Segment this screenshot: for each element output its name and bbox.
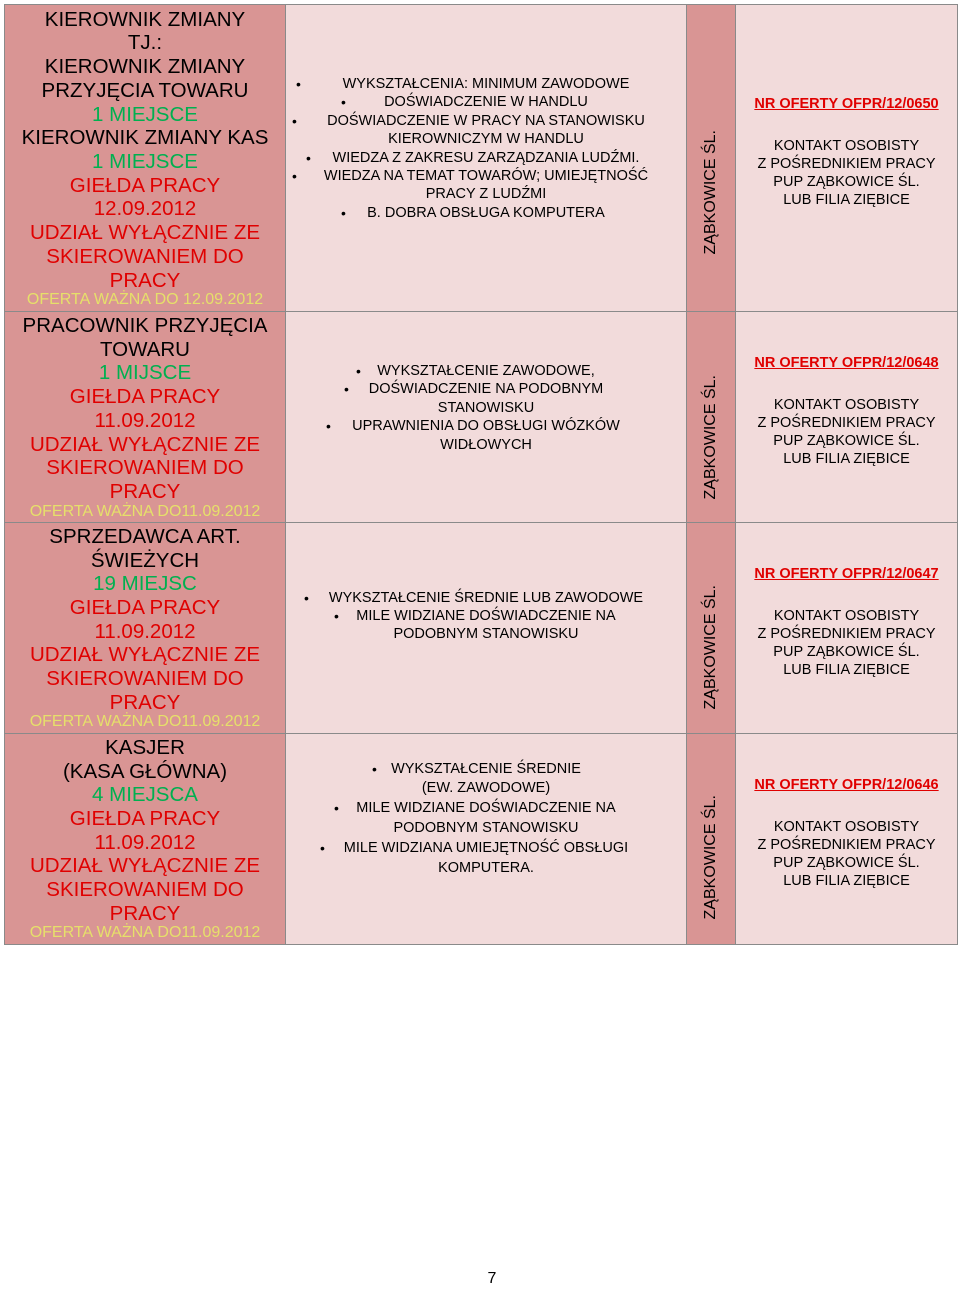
- offer-3-contact-line: PUP ZĄBKOWICE ŚL.: [773, 643, 920, 660]
- offer-3-requirements-cell: [286, 522, 687, 733]
- offer-4-valid-until: OFERTA WAŻNA DO11.09.2012: [29, 924, 261, 942]
- offer-1-position-cell: [5, 5, 286, 312]
- job-offers-table: [4, 4, 958, 945]
- offer-4-fair-line: PRACY: [109, 901, 181, 925]
- offer-3-fair-line: SKIEROWANIEM DO: [46, 667, 244, 691]
- requirement-item: STANOWISKU: [437, 399, 535, 416]
- offer-3-city-cell: [687, 522, 736, 733]
- offer-row-3: [5, 522, 958, 733]
- page-number: 7: [487, 1270, 497, 1287]
- offer-4-places: 4 MIEJSCA: [92, 783, 198, 807]
- offer-2-places: 1 MIJSCE: [98, 361, 192, 385]
- offer-1-contact-line: PUP ZĄBKOWICE ŚL.: [773, 174, 920, 190]
- offer-4-fair-line: GIEŁDA PRACY: [69, 806, 221, 830]
- offer-2-position-line: PRACOWNIK PRZYJĘCIA: [22, 314, 268, 337]
- offer-3-contact-line: KONTAKT OSOBISTY: [773, 607, 920, 624]
- offer-1-valid-until: OFERTA WAŻNA DO 12.09.2012: [26, 291, 264, 309]
- offer-4-requirements: [286, 760, 686, 879]
- offer-4-contact-line: LUB FILIA ZIĘBICE: [783, 872, 910, 889]
- requirement-item: (EW. ZAWODOWE): [421, 780, 551, 797]
- offer-2-contact-cell: [736, 312, 958, 523]
- header-title-line1: KIEROWNIK ZMIANY: [44, 7, 246, 31]
- requirement-item: • DOŚWIADCZENIE NA PODOBNYM: [296, 380, 676, 398]
- offer-3-requirements: [286, 589, 686, 644]
- offer-2-fair-line: GIEŁDA PRACY: [69, 385, 221, 409]
- requirement-item: PODOBNYM STANOWISKU: [393, 626, 579, 643]
- requirement-item: PODOBNYM STANOWISKU: [393, 820, 579, 837]
- requirement-item: • MILE WIDZIANE DOŚWIADCZENIE NA: [296, 799, 676, 819]
- offer-3-number: NR OFERTY OFPR/12/0647: [754, 565, 939, 582]
- offer-1-position-line: PRZYJĘCIA TOWARU: [41, 78, 249, 102]
- header-title-line2: TJ.:: [127, 31, 163, 55]
- offer-2-position-cell: [5, 312, 286, 523]
- requirement-item: • MILE WIDZIANA UMIEJĘTNOŚĆ OBSŁUGI: [296, 839, 676, 859]
- offer-2-contact-line: KONTAKT OSOBISTY: [773, 397, 920, 413]
- offer-4-contact-line: Z POŚREDNIKIEM PRACY: [757, 836, 936, 853]
- offer-3-fair-line: 11.09.2012: [94, 619, 196, 643]
- offer-3-places: 19 MIEJSC: [93, 572, 197, 596]
- offer-1-contact-line: Z POŚREDNIKIEM PRACY: [757, 156, 936, 172]
- offer-2-contact-line: LUB FILIA ZIĘBICE: [783, 451, 910, 467]
- requirement-item: • WIEDZA Z ZAKRESU ZARZĄDZANIA LUDŹMI.: [296, 149, 676, 167]
- requirement-item: • WYKSZTAŁCENIE ŚREDNIE: [296, 760, 676, 780]
- offer-1-city: ZĄBKOWICE ŚL.: [702, 130, 719, 255]
- offer-4-position-line: KASJER: [105, 735, 185, 759]
- offer-3-fair-line: GIEŁDA PRACY: [69, 595, 221, 619]
- offer-1-fair-line: UDZIAŁ WYŁĄCZNIE ZE: [29, 221, 261, 245]
- requirement-item: • MILE WIDZIANE DOŚWIADCZENIE NA: [296, 607, 676, 625]
- offer-1-position-line: KIEROWNIK ZMIANY: [44, 55, 246, 79]
- offer-4-city: ZĄBKOWICE ŚL.: [702, 795, 719, 920]
- offer-4-contact-cell: [736, 733, 958, 944]
- offer-2-position-line: TOWARU: [100, 337, 190, 361]
- offer-4-position-line: (KASA GŁÓWNA): [62, 759, 228, 783]
- offer-row-1: [5, 5, 958, 312]
- offer-3-contact-line: LUB FILIA ZIĘBICE: [783, 661, 910, 678]
- offer-1-contact-line: KONTAKT OSOBISTY: [773, 138, 920, 154]
- offer-1-fair-line: PRACY: [109, 268, 181, 292]
- offer-2-city: ZĄBKOWICE ŚL.: [702, 374, 719, 500]
- requirement-item: • DOŚWIADCZENIE W HANDLU: [296, 93, 676, 111]
- offer-3-position-line: SPRZEDAWCA ART.: [49, 524, 241, 548]
- requirement-item: • UPRAWNIENIA DO OBSŁUGI WÓZKÓW: [296, 417, 676, 435]
- offer-3-position-line: ŚWIEŻYCH: [90, 548, 200, 572]
- requirement-item: WIDŁOWYCH: [440, 436, 532, 453]
- offer-1-city-cell: [687, 5, 736, 312]
- requirement-item: • WYKSZTAŁCENIE ZAWODOWE,: [296, 362, 676, 380]
- offer-1-contact-line: LUB FILIA ZIĘBICE: [783, 192, 910, 208]
- offer-4-fair-line: SKIEROWANIEM DO: [46, 878, 244, 902]
- offer-1-position2-line: KIEROWNIK ZMIANY KAS: [21, 126, 269, 150]
- offer-3-city: ZĄBKOWICE ŚL.: [702, 585, 719, 710]
- offer-2-fair-line: PRACY: [109, 479, 181, 503]
- offer-2-fair-line: 11.09.2012: [94, 408, 196, 432]
- offer-3-contact-line: Z POŚREDNIKIEM PRACY: [757, 625, 936, 642]
- offer-row-2: [5, 312, 958, 523]
- offer-3-fair-line: PRACY: [109, 690, 181, 714]
- offer-3-valid-until: OFERTA WAŻNA DO11.09.2012: [29, 713, 261, 731]
- requirement-item: PRACY Z LUDŹMI: [425, 186, 547, 203]
- offer-4-fair-line: 11.09.2012: [94, 830, 196, 854]
- requirement-item: • WIEDZA NA TEMAT TOWARÓW; UMIEJĘTNOŚĆ: [296, 167, 676, 185]
- offer-2-fair-line: SKIEROWANIEM DO: [46, 456, 244, 480]
- offer-1-number: NR OFERTY OFPR/12/0650: [754, 96, 939, 112]
- offer-2-requirements-cell: [286, 312, 687, 523]
- requirement-item: • WYKSZTAŁCENIE ŚREDNIE LUB ZAWODOWE: [296, 589, 676, 607]
- requirement-item: KIEROWNICZYM W HANDLU: [388, 131, 584, 148]
- offer-4-city-cell: [687, 733, 736, 944]
- requirement-item: KOMPUTERA.: [438, 859, 534, 876]
- requirement-item: • WYKSZTAŁCENIA: MINIMUM ZAWODOWE: [296, 75, 676, 93]
- offer-2-fair-line: UDZIAŁ WYŁĄCZNIE ZE: [29, 432, 261, 456]
- offer-1-requirements: [286, 75, 686, 222]
- offer-3-contact-cell: [736, 522, 958, 733]
- offer-2-valid-until: OFERTA WAŻNA DO11.09.2012: [29, 502, 261, 520]
- offer-4-position-cell: [5, 733, 286, 944]
- offer-4-contact-line: PUP ZĄBKOWICE ŚL.: [773, 854, 920, 871]
- offer-1-fair-line: SKIEROWANIEM DO: [46, 244, 244, 268]
- offer-4-fair-line: UDZIAŁ WYŁĄCZNIE ZE: [29, 854, 261, 878]
- offer-2-city-cell: [687, 312, 736, 523]
- offer-2-requirements: [286, 362, 686, 454]
- offer-row-4: [5, 733, 958, 944]
- requirement-item: • DOŚWIADCZENIE W PRACY NA STANOWISKU: [296, 112, 676, 130]
- offer-4-requirements-cell: [286, 733, 687, 944]
- offer-1-fair-line: 12.09.2012: [93, 197, 197, 221]
- offer-4-contact-line: KONTAKT OSOBISTY: [773, 818, 920, 835]
- offer-2-contact-line: PUP ZĄBKOWICE ŚL.: [773, 433, 920, 449]
- offer-3-fair-line: UDZIAŁ WYŁĄCZNIE ZE: [29, 643, 261, 667]
- offer-1-requirements-cell: [286, 5, 687, 312]
- offer-3-position-cell: [5, 522, 286, 733]
- offer-2-contact-line: Z POŚREDNIKIEM PRACY: [757, 415, 936, 431]
- requirement-item: • B. DOBRA OBSŁUGA KOMPUTERA: [296, 204, 676, 222]
- offer-2-number: NR OFERTY OFPR/12/0648: [754, 355, 939, 371]
- offer-4-number: NR OFERTY OFPR/12/0646: [754, 776, 939, 793]
- offer-1-places: 1 MIEJSCE: [92, 102, 198, 126]
- offer-1-places2: 1 MIEJSCE: [92, 150, 198, 173]
- offer-1-fair-line: GIEŁDA PRACY: [69, 173, 221, 197]
- offer-1-contact-cell: [736, 5, 958, 312]
